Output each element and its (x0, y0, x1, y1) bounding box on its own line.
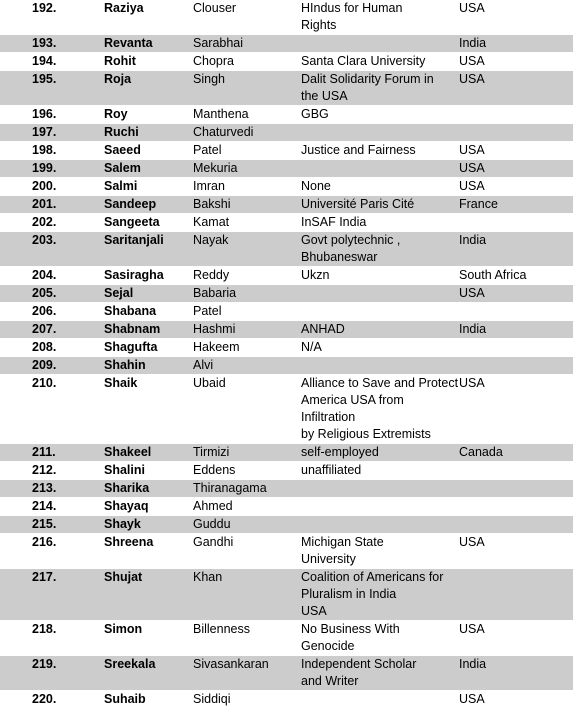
row-number: 217. (0, 569, 104, 621)
first-name: Sejal (104, 285, 193, 303)
country (459, 106, 573, 124)
country: Canada (459, 444, 573, 462)
last-name: Ubaid (193, 375, 301, 444)
row-number: 210. (0, 375, 104, 444)
organization (301, 321, 459, 339)
organization (301, 516, 459, 534)
table-row (0, 232, 573, 267)
first-name: Shabnam (104, 321, 193, 339)
first-name: Shayaq (104, 498, 193, 516)
row-number: 197. (0, 124, 104, 142)
country: USA (459, 285, 573, 303)
country: USA (459, 621, 573, 656)
row-number: 208. (0, 339, 104, 357)
last-name: Hakeem (193, 339, 301, 357)
organization (301, 214, 459, 232)
organization (301, 285, 459, 303)
first-name: Sandeep (104, 196, 193, 214)
organization-line (301, 160, 459, 177)
last-name: Guddu (193, 516, 301, 534)
organization-line: None (301, 179, 331, 193)
organization (301, 35, 459, 53)
first-name: Shahin (104, 357, 193, 375)
table-row (0, 339, 573, 357)
table-row (0, 142, 573, 160)
organization-line: Université Paris Cité (301, 197, 415, 211)
row-number: 204. (0, 267, 104, 285)
table-row (0, 285, 573, 303)
row-number: 205. (0, 285, 104, 303)
organization (301, 339, 459, 357)
first-name: Shayk (104, 516, 193, 534)
last-name: Ahmed (193, 498, 301, 516)
first-name: Shujat (104, 569, 193, 621)
row-number: 206. (0, 303, 104, 321)
organization-line: Santa Clara University (301, 54, 426, 68)
organization (301, 691, 459, 709)
organization (301, 196, 459, 214)
first-name: Shalini (104, 462, 193, 480)
organization-line: ANHAD (301, 322, 345, 336)
country: USA (459, 534, 573, 569)
organization (301, 267, 459, 285)
row-number: 199. (0, 160, 104, 178)
organization-line (301, 498, 459, 515)
organization (301, 106, 459, 124)
organization (301, 124, 459, 142)
country: USA (459, 375, 573, 444)
last-name: Bakshi (193, 196, 301, 214)
table-row (0, 53, 573, 71)
first-name: Shreena (104, 534, 193, 569)
organization-line: Govt polytechnic , (301, 233, 401, 247)
table-row (0, 691, 573, 709)
last-name: Billenness (193, 621, 301, 656)
organization (301, 178, 459, 196)
country (459, 357, 573, 375)
organization (301, 160, 459, 178)
country: USA (459, 691, 573, 709)
last-name: Singh (193, 71, 301, 106)
last-name: Khan (193, 569, 301, 621)
table-row (0, 357, 573, 375)
row-number: 200. (0, 178, 104, 196)
country: France (459, 196, 573, 214)
country: USA (459, 178, 573, 196)
organization (301, 656, 459, 691)
country (459, 569, 573, 621)
country: India (459, 232, 573, 267)
organization-line: No Business With (301, 622, 400, 636)
organization (301, 462, 459, 480)
organization-line: USA (301, 604, 327, 618)
organization-line (301, 303, 459, 320)
country (459, 214, 573, 232)
first-name: Saritanjali (104, 232, 193, 267)
table-row (0, 196, 573, 214)
organization (301, 569, 459, 621)
last-name: Gandhi (193, 534, 301, 569)
first-name: Shabana (104, 303, 193, 321)
organization-line: unaffiliated (301, 463, 362, 477)
last-name: Mekuria (193, 160, 301, 178)
table-row (0, 569, 573, 621)
first-name: Ruchi (104, 124, 193, 142)
organization (301, 232, 459, 267)
country (459, 124, 573, 142)
last-name: Sarabhai (193, 35, 301, 53)
country (459, 339, 573, 357)
table-row (0, 444, 573, 462)
row-number: 195. (0, 71, 104, 106)
first-name: Salem (104, 160, 193, 178)
row-number: 216. (0, 534, 104, 569)
row-number: 209. (0, 357, 104, 375)
row-number: 198. (0, 142, 104, 160)
table-row (0, 124, 573, 142)
table-row (0, 178, 573, 196)
table-row (0, 71, 573, 106)
last-name: Hashmi (193, 321, 301, 339)
first-name: Rohit (104, 53, 193, 71)
organization-line: America USA from Infiltration (301, 393, 404, 424)
organization-line: Dalit Solidarity Forum in (301, 72, 434, 86)
table-row (0, 480, 573, 498)
first-name: Raziya (104, 0, 193, 35)
table-row (0, 498, 573, 516)
table-row (0, 534, 573, 569)
table-row (0, 621, 573, 656)
last-name: Chopra (193, 53, 301, 71)
table-row (0, 106, 573, 124)
first-name: Sangeeta (104, 214, 193, 232)
table-row (0, 375, 573, 444)
organization (301, 303, 459, 321)
last-name: Babaria (193, 285, 301, 303)
organization (301, 621, 459, 656)
country: USA (459, 0, 573, 35)
organization (301, 498, 459, 516)
row-number: 194. (0, 53, 104, 71)
organization-line: Independent Scholar (301, 657, 417, 671)
table-row (0, 303, 573, 321)
row-number: 211. (0, 444, 104, 462)
organization-line: Bhubaneswar (301, 250, 378, 264)
last-name: Kamat (193, 214, 301, 232)
last-name: Patel (193, 142, 301, 160)
row-number: 192. (0, 0, 104, 35)
organization (301, 0, 459, 35)
last-name: Reddy (193, 267, 301, 285)
organization-line (301, 516, 459, 533)
first-name: Suhaib (104, 691, 193, 709)
table-row (0, 656, 573, 691)
organization (301, 444, 459, 462)
first-name: Simon (104, 621, 193, 656)
last-name: Imran (193, 178, 301, 196)
row-number: 212. (0, 462, 104, 480)
table-row (0, 0, 573, 35)
row-number: 201. (0, 196, 104, 214)
last-name: Alvi (193, 357, 301, 375)
row-number: 220. (0, 691, 104, 709)
table-row (0, 462, 573, 480)
country (459, 462, 573, 480)
country (459, 516, 573, 534)
first-name: Shakeel (104, 444, 193, 462)
row-number: 203. (0, 232, 104, 267)
organization (301, 142, 459, 160)
table-row (0, 214, 573, 232)
organization-line: HIndus for Human (301, 1, 403, 15)
first-name: Saeed (104, 142, 193, 160)
first-name: Sasiragha (104, 267, 193, 285)
organization-line (301, 124, 459, 141)
first-name: Roy (104, 106, 193, 124)
table-row (0, 516, 573, 534)
organization-line (301, 357, 459, 374)
organization-line: Ukzn (301, 268, 330, 282)
row-number: 213. (0, 480, 104, 498)
organization-line: University (301, 552, 356, 566)
organization-line: Genocide (301, 639, 355, 653)
organization (301, 534, 459, 569)
row-number: 214. (0, 498, 104, 516)
table-row (0, 321, 573, 339)
organization (301, 53, 459, 71)
organization-line: by Religious Extremists (301, 427, 431, 441)
last-name: Tirmizi (193, 444, 301, 462)
last-name: Eddens (193, 462, 301, 480)
first-name: Sharika (104, 480, 193, 498)
first-name: Sreekala (104, 656, 193, 691)
organization (301, 71, 459, 106)
first-name: Shaik (104, 375, 193, 444)
last-name: Nayak (193, 232, 301, 267)
country (459, 303, 573, 321)
table-row (0, 267, 573, 285)
last-name: Sivasankaran (193, 656, 301, 691)
last-name: Manthena (193, 106, 301, 124)
row-number: 207. (0, 321, 104, 339)
row-number: 202. (0, 214, 104, 232)
row-number: 215. (0, 516, 104, 534)
organization-line (301, 35, 459, 52)
row-number: 193. (0, 35, 104, 53)
table-row (0, 160, 573, 178)
organization-line: Michigan State (301, 535, 384, 549)
last-name: Thiranagama (193, 480, 301, 498)
organization (301, 357, 459, 375)
organization-line: GBG (301, 107, 329, 121)
row-number: 218. (0, 621, 104, 656)
country: USA (459, 142, 573, 160)
organization-line: and Writer (301, 674, 359, 688)
first-name: Salmi (104, 178, 193, 196)
organization (301, 480, 459, 498)
country: India (459, 35, 573, 53)
organization-line: self-employed (301, 445, 379, 459)
table-row (0, 35, 573, 53)
last-name: Clouser (193, 0, 301, 35)
last-name: Chaturvedi (193, 124, 301, 142)
row-number: 219. (0, 656, 104, 691)
first-name: Shagufta (104, 339, 193, 357)
last-name: Patel (193, 303, 301, 321)
country: USA (459, 71, 573, 106)
organization-line: Alliance to Save and Protect (301, 376, 459, 390)
country: USA (459, 160, 573, 178)
organization-line: InSAF India (301, 215, 367, 229)
row-number: 196. (0, 106, 104, 124)
country: USA (459, 53, 573, 71)
organization-line (301, 285, 459, 302)
organization-line: Coalition of Americans for Pluralism in India (301, 570, 444, 601)
organization-line: N/A (301, 340, 322, 354)
first-name: Revanta (104, 35, 193, 53)
country: South Africa (459, 267, 573, 285)
organization-line (301, 691, 459, 708)
country: India (459, 656, 573, 691)
country: India (459, 321, 573, 339)
organization-line: the USA (301, 89, 348, 103)
organization-line: Rights (301, 18, 337, 32)
organization-line: Justice and Fairness (301, 143, 416, 157)
country (459, 480, 573, 498)
country (459, 498, 573, 516)
organization-line (301, 480, 459, 497)
last-name: Siddiqi (193, 691, 301, 709)
first-name: Roja (104, 71, 193, 106)
organization (301, 375, 459, 444)
